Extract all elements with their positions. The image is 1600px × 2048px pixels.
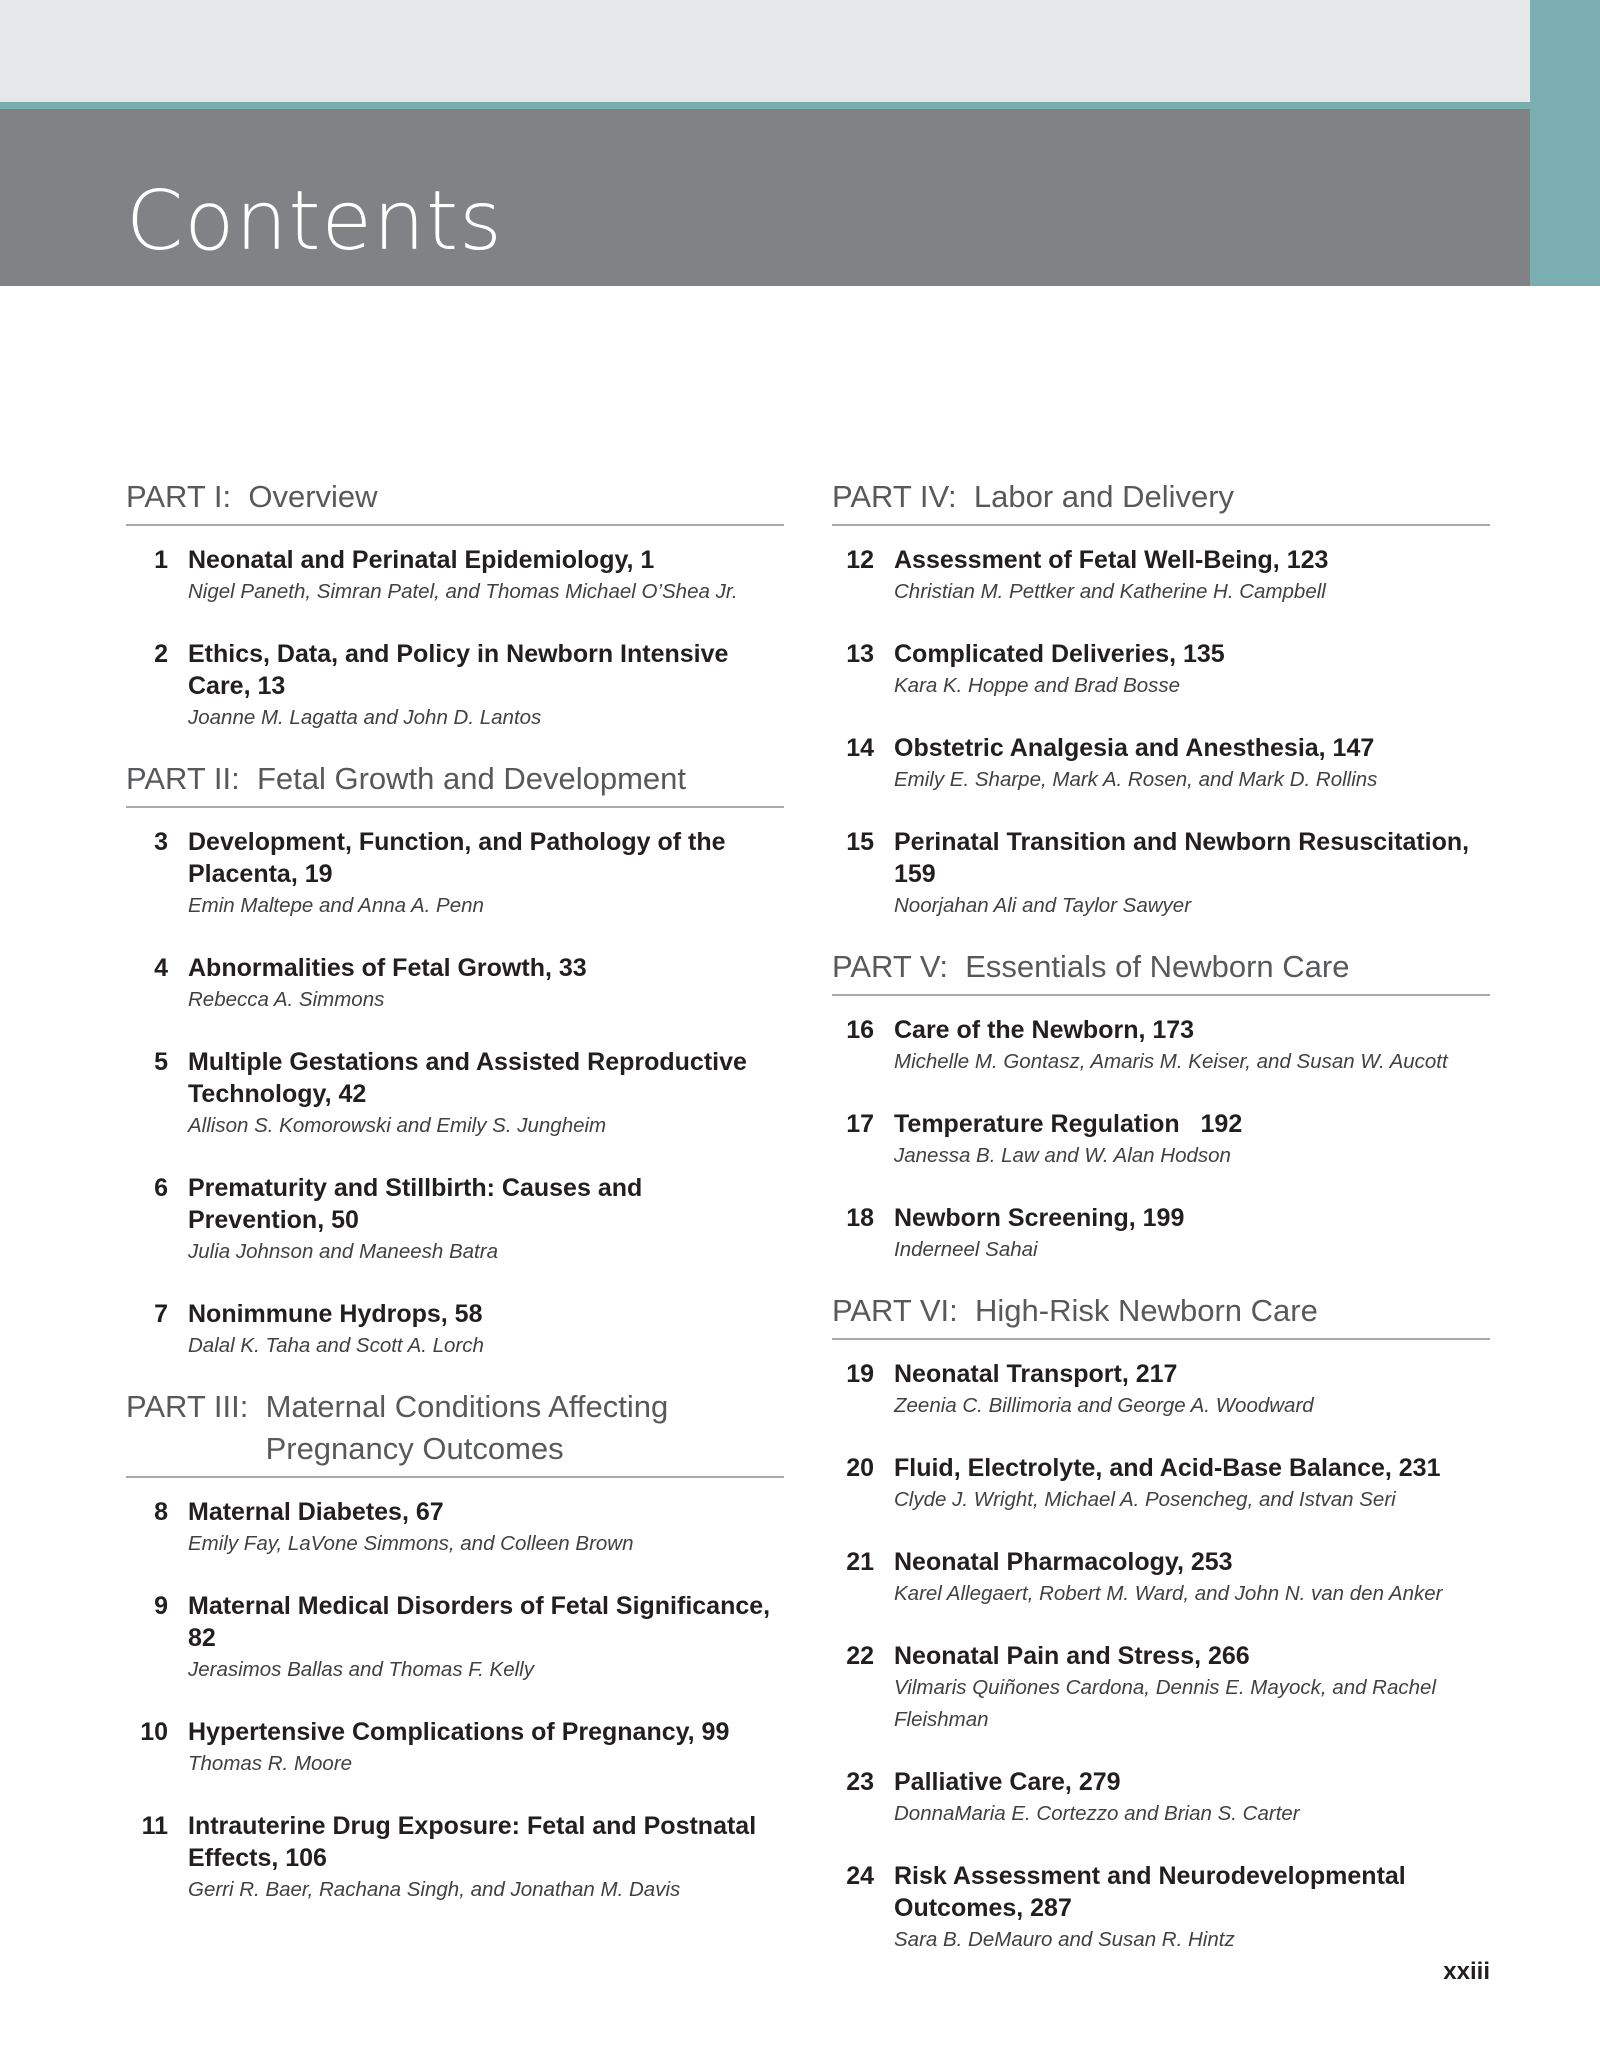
chapter-title: Multiple Gestations and Assisted Reproductive Technology, 42 [188,1048,747,1108]
chapter-authors: Thomas R. Moore [188,1752,353,1775]
chapter-authors: Gerri R. Baer, Rachana Singh, and Jonathan M. Davis [188,1878,681,1901]
chapter-title: Neonatal Transport, 217 [894,1360,1178,1388]
chapter-authors: Jerasimos Ballas and Thomas F. Kelly [188,1658,534,1681]
chapter-number: 2 [154,640,168,668]
part-label: PART II: [126,761,240,796]
chapter-number: 21 [846,1548,874,1576]
chapter-title: Maternal Medical Disorders of Fetal Significance, 82 [188,1592,771,1652]
toc-entry[interactable] [126,1046,784,1142]
chapter-authors: Noorjahan Ali and Taylor Sawyer [894,894,1192,917]
toc-entry[interactable] [126,1810,784,1906]
chapter-authors: Emily E. Sharpe, Mark A. Rosen, and Mark D. Rollins [894,768,1378,791]
toc-entry[interactable] [832,1014,1490,1078]
toc-entry[interactable] [832,1202,1490,1266]
chapter-number: 19 [846,1360,874,1388]
chapter-title: Hypertensive Complications of Pregnancy, 99 [188,1718,730,1746]
chapter-number: 15 [846,828,874,856]
chapter-number: 17 [846,1110,874,1138]
chapter-authors: Emily Fay, LaVone Simmons, and Colleen Brown [188,1532,634,1555]
part-label: PART III: [126,1389,249,1424]
part-title: High-Risk Newborn Care [975,1293,1318,1328]
chapter-title: Newborn Screening, 199 [894,1204,1185,1232]
toc-entry[interactable] [126,1716,784,1780]
chapter-title: Maternal Diabetes, 67 [188,1498,444,1526]
toc-entry[interactable] [832,1358,1490,1422]
part-heading [126,1386,784,1478]
chapter-authors: Dalal K. Taha and Scott A. Lorch [188,1334,484,1357]
chapter-number: 4 [154,954,168,982]
chapter-number: 16 [846,1016,874,1044]
chapter-number: 14 [846,734,874,762]
chapter-authors: Emin Maltepe and Anna A. Penn [188,894,484,917]
toc-entry[interactable] [832,638,1490,702]
chapter-title: Nonimmune Hydrops, 58 [188,1300,483,1328]
chapter-tab [1530,0,1600,286]
chapter-authors: Julia Johnson and Maneesh Batra [188,1240,498,1263]
chapter-number: 18 [846,1204,874,1232]
chapter-title: Neonatal Pain and Stress, 266 [894,1642,1250,1670]
chapter-authors: Nigel Paneth, Simran Patel, and Thomas Michael O’Shea Jr. [188,580,738,603]
part-heading [832,1290,1490,1340]
chapter-authors: Inderneel Sahai [894,1238,1038,1261]
toc-entry[interactable] [832,732,1490,796]
chapter-authors: Janessa B. Law and W. Alan Hodson [894,1144,1231,1167]
header-top-strip [0,0,1530,102]
part-label: PART IV: [832,479,957,514]
chapter-number: 7 [154,1300,168,1328]
toc-entry[interactable] [832,1860,1490,1956]
page-title: Contents [126,174,503,269]
part-title: Maternal Conditions Affecting Pregnancy Outcomes [265,1389,669,1466]
chapter-authors: DonnaMaria E. Cortezzo and Brian S. Carter [894,1802,1300,1825]
chapter-authors: Clyde J. Wright, Michael A. Posencheg, and Istvan Seri [894,1488,1396,1511]
toc-entry[interactable] [126,1172,784,1268]
part-label: PART I: [126,479,232,514]
toc-column-right [832,476,1490,1980]
page-number: xxiii [1443,1958,1490,1985]
chapter-title: Abnormalities of Fetal Growth, 33 [188,954,587,982]
toc-entry[interactable] [832,1546,1490,1610]
chapter-authors: Joanne M. Lagatta and John D. Lantos [188,706,542,729]
toc-entry[interactable] [832,1640,1490,1736]
chapter-authors: Karel Allegaert, Robert M. Ward, and John N. van den Anker [894,1582,1443,1605]
chapter-number: 8 [154,1498,168,1526]
part-heading [832,946,1490,996]
chapter-title: Assessment of Fetal Well-Being, 123 [894,546,1329,574]
part-title: Fetal Growth and Development [256,761,687,796]
part-label: PART V: [832,949,949,984]
chapter-title: Temperature Regulation 192 [894,1110,1243,1138]
chapter-title: Risk Assessment and Neurodevelopmental Outcomes, 287 [894,1862,1406,1922]
toc-column-left [126,476,784,1930]
chapter-title: Fluid, Electrolyte, and Acid-Base Balance, 231 [894,1454,1441,1482]
part-heading [126,476,784,526]
toc-entry[interactable] [126,826,784,922]
toc-entry[interactable] [126,1590,784,1686]
toc-entry[interactable] [126,544,784,608]
toc-entry[interactable] [126,952,784,1016]
chapter-number: 23 [846,1768,874,1796]
chapter-authors: Sara B. DeMauro and Susan R. Hintz [894,1928,1235,1951]
chapter-authors: Vilmaris Quiñones Cardona, Dennis E. Mayock, and Rachel Fleishman [894,1676,1436,1731]
chapter-number: 20 [846,1454,874,1482]
chapter-number: 3 [154,828,168,856]
chapter-title: Complicated Deliveries, 135 [894,640,1225,668]
chapter-title: Care of the Newborn, 173 [894,1016,1195,1044]
chapter-number: 9 [154,1592,168,1620]
chapter-number: 5 [154,1048,168,1076]
chapter-number: 1 [154,546,168,574]
toc-entry[interactable] [832,826,1490,922]
part-title: Labor and Delivery [973,479,1235,514]
chapter-number: 13 [846,640,874,668]
toc-entry[interactable] [832,1766,1490,1830]
toc-entry[interactable] [832,1452,1490,1516]
toc-entry[interactable] [832,544,1490,608]
toc-entry[interactable] [126,1496,784,1560]
chapter-authors: Christian M. Pettker and Katherine H. Campbell [894,580,1326,603]
chapter-number: 6 [154,1174,168,1202]
chapter-number: 12 [846,546,874,574]
chapter-title: Prematurity and Stillbirth: Causes and Prevention, 50 [188,1174,643,1234]
toc-entry[interactable] [126,1298,784,1362]
part-title: Essentials of Newborn Care [965,949,1350,984]
part-heading [126,758,784,808]
chapter-number: 11 [141,1812,168,1840]
chapter-title: Palliative Care, 279 [894,1768,1121,1796]
chapter-title: Development, Function, and Pathology of the Placenta, 19 [188,828,726,888]
toc-entry[interactable] [126,638,784,734]
chapter-authors: Zeenia C. Billimoria and George A. Woodward [894,1394,1314,1417]
chapter-title: Obstetric Analgesia and Anesthesia, 147 [894,734,1375,762]
chapter-number: 10 [140,1718,168,1746]
chapter-title: Neonatal and Perinatal Epidemiology, 1 [188,546,655,574]
part-heading [832,476,1490,526]
part-label: PART VI: [832,1293,958,1328]
chapter-authors: Michelle M. Gontasz, Amaris M. Keiser, and Susan W. Aucott [894,1050,1448,1073]
chapter-number: 24 [846,1862,874,1890]
part-title: Overview [248,479,378,514]
chapter-authors: Rebecca A. Simmons [188,988,385,1011]
chapter-number: 22 [846,1642,874,1670]
header-accent-line [0,102,1530,109]
chapter-title: Ethics, Data, and Policy in Newborn Intensive Care, 13 [188,640,729,700]
toc-entry[interactable] [832,1108,1490,1172]
chapter-authors: Kara K. Hoppe and Brad Bosse [894,674,1181,697]
chapter-title: Intrauterine Drug Exposure: Fetal and Postnatal Effects, 106 [188,1812,757,1872]
chapter-title: Perinatal Transition and Newborn Resuscitation, 159 [894,828,1470,888]
chapter-title: Neonatal Pharmacology, 253 [894,1548,1233,1576]
chapter-authors: Allison S. Komorowski and Emily S. Jungheim [188,1114,607,1137]
